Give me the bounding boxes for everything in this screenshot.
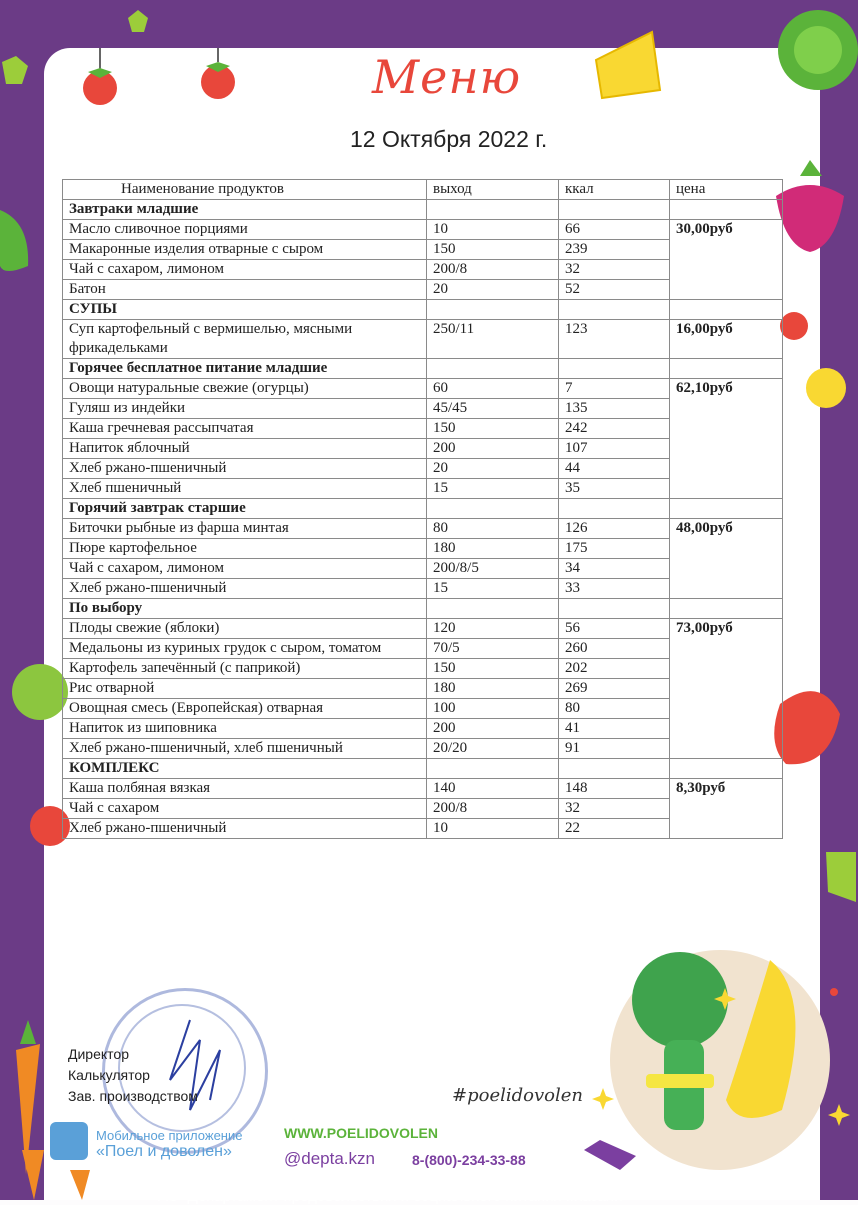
dish-name: Овощная смесь (Европейская) отварная bbox=[63, 699, 427, 719]
signature-director: Директор bbox=[68, 1046, 129, 1062]
dish-portion: 10 bbox=[427, 819, 559, 839]
dish-name: Овощи натуральные свежие (огурцы) bbox=[63, 379, 427, 399]
dish-portion: 200 bbox=[427, 719, 559, 739]
signature-production-head: Зав. производством bbox=[68, 1088, 198, 1104]
lemon-icon bbox=[806, 368, 846, 408]
website-link[interactable]: WWW.POELIDOVOLEN bbox=[284, 1125, 438, 1141]
app-label: Мобильное приложение bbox=[96, 1128, 243, 1143]
section-price: 73,00руб bbox=[670, 619, 783, 759]
leaf-icon bbox=[826, 852, 856, 902]
dish-kcal: 80 bbox=[559, 699, 670, 719]
dish-name: Гуляш из индейки bbox=[63, 399, 427, 419]
section-price: 48,00руб bbox=[670, 519, 783, 599]
dish-name: Чай с сахаром, лимоном bbox=[63, 260, 427, 280]
dish-name: Биточки рыбные из фарша минтая bbox=[63, 519, 427, 539]
menu-date: 12 Октября 2022 г. bbox=[350, 126, 548, 152]
dish-portion: 180 bbox=[427, 539, 559, 559]
section-heading: Завтраки младшие bbox=[63, 200, 427, 220]
section-heading-row bbox=[63, 300, 783, 320]
dish-name: Рис отварной bbox=[63, 679, 427, 699]
organization-name: АО«Департамент продовольствия и социального питания г.Казани» bbox=[158, 1188, 631, 1205]
section-heading-row bbox=[63, 499, 783, 519]
dish-kcal: 32 bbox=[559, 799, 670, 819]
column-header: выход bbox=[427, 180, 559, 200]
dish-portion: 20 bbox=[427, 280, 559, 300]
section-heading-row bbox=[63, 759, 783, 779]
dish-portion: 80 bbox=[427, 519, 559, 539]
dish-portion: 120 bbox=[427, 619, 559, 639]
dish-portion: 200/8/5 bbox=[427, 559, 559, 579]
table-row bbox=[63, 320, 783, 359]
dish-kcal: 56 bbox=[559, 619, 670, 639]
apple-icon bbox=[12, 664, 68, 720]
dish-kcal: 44 bbox=[559, 459, 670, 479]
section-heading: Горячий завтрак старшие bbox=[63, 499, 427, 519]
dish-kcal: 107 bbox=[559, 439, 670, 459]
beet-icon bbox=[776, 185, 844, 252]
dish-kcal: 33 bbox=[559, 579, 670, 599]
dish-kcal: 41 bbox=[559, 719, 670, 739]
dish-name: Хлеб пшеничный bbox=[63, 479, 427, 499]
leaf-icon bbox=[0, 210, 28, 271]
dish-name: Медальоны из куриных грудок с сыром, томатом bbox=[63, 639, 427, 659]
dish-portion: 140 bbox=[427, 779, 559, 799]
section-heading-row bbox=[63, 359, 783, 379]
dish-portion: 45/45 bbox=[427, 399, 559, 419]
dish-portion: 180 bbox=[427, 679, 559, 699]
dish-portion: 20/20 bbox=[427, 739, 559, 759]
dish-kcal: 202 bbox=[559, 659, 670, 679]
tomato-icon bbox=[780, 312, 808, 340]
table-row bbox=[63, 220, 783, 240]
dish-name: Чай с сахаром bbox=[63, 799, 427, 819]
signatures-block bbox=[68, 1044, 198, 1107]
table-row bbox=[63, 379, 783, 399]
dish-name: Макаронные изделия отварные с сыром bbox=[63, 240, 427, 260]
dish-name: Напиток яблочный bbox=[63, 439, 427, 459]
dish-name: Каша гречневая рассыпчатая bbox=[63, 419, 427, 439]
instagram-handle[interactable]: @depta.kzn bbox=[284, 1149, 375, 1168]
dish-portion: 200/8 bbox=[427, 260, 559, 280]
broccoli-icon bbox=[632, 952, 728, 1048]
dish-portion: 20 bbox=[427, 459, 559, 479]
dish-name: Суп картофельный с вермишелью, мясными фрикадельками bbox=[63, 320, 427, 359]
dish-kcal: 135 bbox=[559, 399, 670, 419]
section-price: 30,00руб bbox=[670, 220, 783, 300]
dish-kcal: 269 bbox=[559, 679, 670, 699]
dish-kcal: 52 bbox=[559, 280, 670, 300]
dish-name: Хлеб ржано-пшеничный bbox=[63, 459, 427, 479]
signature-calculator: Калькулятор bbox=[68, 1067, 150, 1083]
table-row bbox=[63, 779, 783, 799]
table-row bbox=[63, 619, 783, 639]
dish-name: Хлеб ржано-пшеничный bbox=[63, 819, 427, 839]
dish-name: Каша полбяная вязкая bbox=[63, 779, 427, 799]
section-heading: КОМПЛЕКС bbox=[63, 759, 427, 779]
dish-name: Плоды свежие (яблоки) bbox=[63, 619, 427, 639]
app-icon bbox=[50, 1122, 88, 1160]
dish-kcal: 175 bbox=[559, 539, 670, 559]
meat-icon bbox=[774, 691, 840, 764]
dish-kcal: 35 bbox=[559, 479, 670, 499]
cheese-icon bbox=[596, 32, 660, 98]
section-heading: СУПЫ bbox=[63, 300, 427, 320]
section-heading-row bbox=[63, 200, 783, 220]
section-heading: По выбору bbox=[63, 599, 427, 619]
hashtag: #poelidovolen bbox=[452, 1085, 583, 1106]
page-title: Меню bbox=[372, 50, 522, 104]
dish-kcal: 22 bbox=[559, 819, 670, 839]
dish-portion: 150 bbox=[427, 419, 559, 439]
dish-kcal: 242 bbox=[559, 419, 670, 439]
carrot-icon bbox=[70, 1170, 90, 1200]
dish-name: Пюре картофельное bbox=[63, 539, 427, 559]
section-price: 8,30руб bbox=[670, 779, 783, 839]
app-name: «Поел и доволен» bbox=[96, 1143, 232, 1160]
menu-table bbox=[62, 179, 783, 839]
dish-kcal: 126 bbox=[559, 519, 670, 539]
dish-portion: 250/11 bbox=[427, 320, 559, 359]
table-header-row bbox=[63, 180, 783, 200]
dish-name: Напиток из шиповника bbox=[63, 719, 427, 739]
dish-name: Чай с сахаром, лимоном bbox=[63, 559, 427, 579]
dish-portion: 15 bbox=[427, 479, 559, 499]
dish-kcal: 148 bbox=[559, 779, 670, 799]
dish-portion: 200 bbox=[427, 439, 559, 459]
dish-kcal: 239 bbox=[559, 240, 670, 260]
app-promo bbox=[96, 1128, 242, 1160]
dish-kcal: 34 bbox=[559, 559, 670, 579]
candy-icon bbox=[584, 1140, 636, 1170]
dish-portion: 10 bbox=[427, 220, 559, 240]
table-row bbox=[63, 519, 783, 539]
dish-kcal: 32 bbox=[559, 260, 670, 280]
dish-name: Масло сливочное порциями bbox=[63, 220, 427, 240]
dish-kcal: 260 bbox=[559, 639, 670, 659]
column-header: Наименование продуктов bbox=[63, 180, 427, 200]
dish-kcal: 7 bbox=[559, 379, 670, 399]
section-heading: Горячее бесплатное питание младшие bbox=[63, 359, 427, 379]
column-header: ккал bbox=[559, 180, 670, 200]
section-price: 16,00руб bbox=[670, 320, 783, 359]
dish-kcal: 66 bbox=[559, 220, 670, 240]
dish-portion: 150 bbox=[427, 659, 559, 679]
dish-name: Батон bbox=[63, 280, 427, 300]
leaf-icon bbox=[128, 10, 148, 32]
dish-portion: 150 bbox=[427, 240, 559, 260]
carrot-icon bbox=[22, 1150, 44, 1200]
dish-kcal: 123 bbox=[559, 320, 670, 359]
dish-name: Хлеб ржано-пшеничный bbox=[63, 579, 427, 599]
dish-kcal: 91 bbox=[559, 739, 670, 759]
dish-name: Хлеб ржано-пшеничный, хлеб пшеничный bbox=[63, 739, 427, 759]
dish-portion: 200/8 bbox=[427, 799, 559, 819]
dish-portion: 70/5 bbox=[427, 639, 559, 659]
dish-portion: 100 bbox=[427, 699, 559, 719]
section-heading-row bbox=[63, 599, 783, 619]
phone-number[interactable]: 8-(800)-234-33-88 bbox=[412, 1152, 526, 1168]
dish-portion: 15 bbox=[427, 579, 559, 599]
section-price: 62,10руб bbox=[670, 379, 783, 499]
column-header: цена bbox=[670, 180, 783, 200]
dish-portion: 60 bbox=[427, 379, 559, 399]
dish-name: Картофель запечённый (с паприкой) bbox=[63, 659, 427, 679]
leaf-icon bbox=[2, 56, 28, 84]
